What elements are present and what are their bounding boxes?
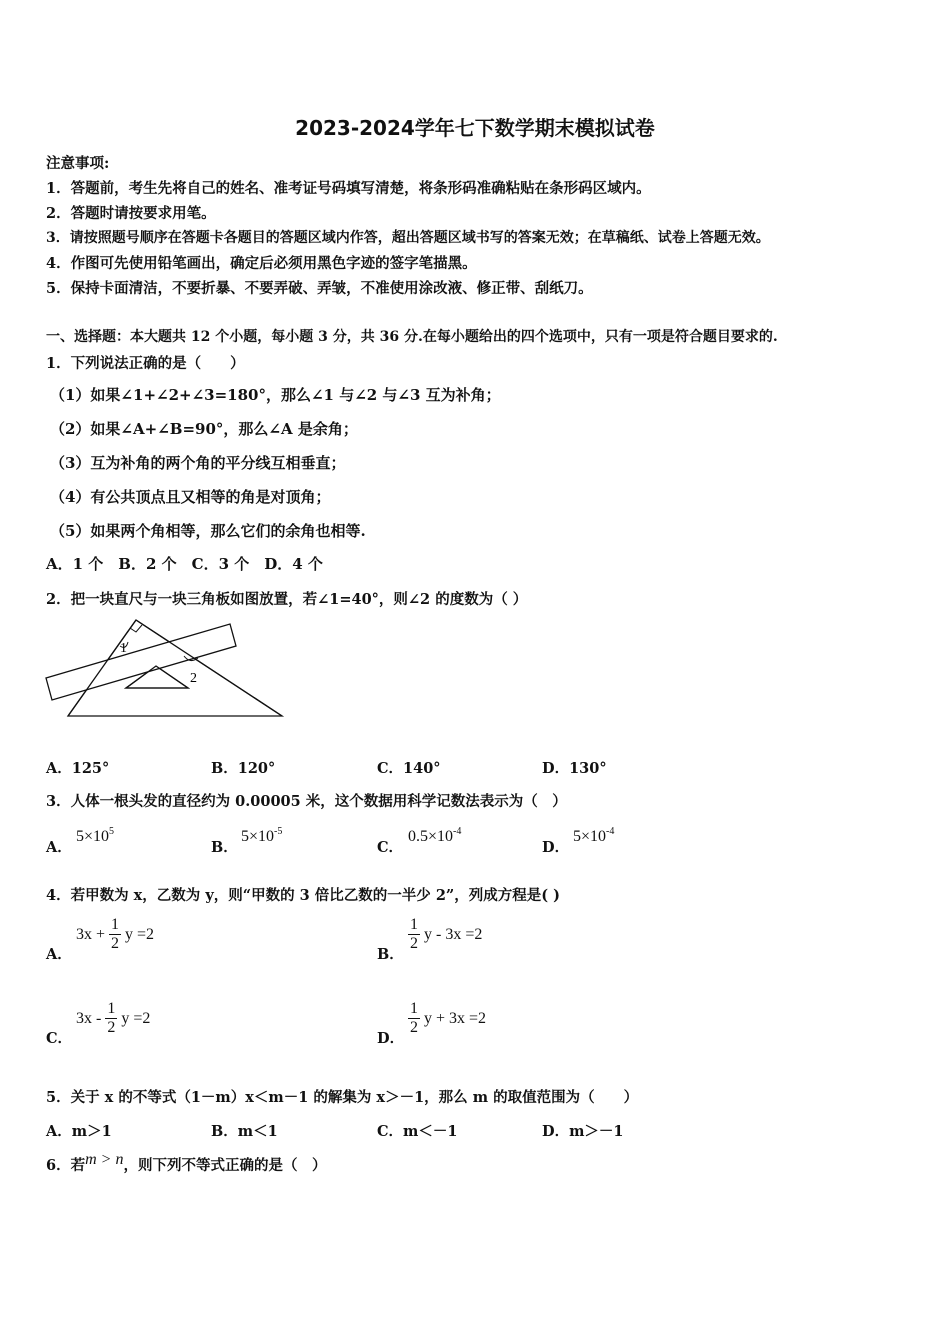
ruler-triangle-figure bbox=[40, 612, 290, 724]
notice-heading: 注意事项: bbox=[46, 155, 110, 172]
q1-statement-4: （4）有公共顶点且又相等的角是对顶角； bbox=[50, 488, 331, 506]
q6-stem: 6．若m > n，则下列不等式正确的是（ ） bbox=[46, 1151, 327, 1174]
notice-item-5: 5．保持卡面清洁，不要折暴、不要弄破、弄皱，不准使用涂改液、修正带、刮纸刀。 bbox=[46, 280, 593, 297]
q5-option-a: A．m＞1 bbox=[46, 1123, 112, 1140]
q3-option-a-math: $5\times 10^5$ bbox=[76, 826, 115, 845]
q1-statement-5: （5）如果两个角相等，那么它们的余角也相等. bbox=[50, 522, 366, 540]
q4-option-d-math: $\frac{1}{2}$ y + 3x =2 bbox=[410, 1000, 487, 1036]
q3-option-c-letter: C． bbox=[377, 839, 404, 856]
q4-option-c-math: 3x - $\frac{1}{2}$ y =2 bbox=[76, 1000, 151, 1036]
q2-option-d: D．130° bbox=[542, 760, 607, 777]
q3-option-b-letter: B． bbox=[211, 839, 238, 856]
q4-option-a-math: 3x + $\frac{1}{2}$ y =2 bbox=[76, 916, 155, 952]
q1-statement-1: （1）如果∠1+∠2+∠3=180°，那么∠1 与∠2 与∠3 互为补角； bbox=[50, 386, 501, 404]
section-heading: 一、选择题：本大题共 12 个小题，每小题 3 分，共 36 分.在每小题给出的四个选项中，只有一项是符合题目要求的. bbox=[46, 329, 778, 345]
notice-item-2: 2．答题时请按要求用笔。 bbox=[46, 205, 216, 222]
q1-statement-3: （3）互为补角的两个角的平分线互相垂直； bbox=[50, 454, 346, 472]
angle-1-label: 1 bbox=[120, 641, 127, 656]
q1-statement-2: （2）如果∠A+∠B=90°，那么∠A 是余角； bbox=[50, 420, 358, 438]
q5-option-c: C．m＜－1 bbox=[377, 1123, 458, 1140]
notice-item-4: 4．作图可先使用铅笔画出，确定后必须用黑色字迹的签字笔描黑。 bbox=[46, 255, 477, 272]
q2-option-a: A．125° bbox=[46, 760, 110, 777]
q4-stem: 4．若甲数为 x，乙数为 y，则“甲数的 3 倍比乙数的一半少 2”，列成方程是( ) bbox=[46, 887, 561, 904]
notice-item-1: 1．答题前，考生先将自己的姓名、准考证号码填写清楚，将条形码准确粘贴在条形码区域内。 bbox=[46, 180, 651, 197]
q1-options: A．1 个 B．2 个 C．3 个 D．4 个 bbox=[46, 555, 323, 573]
q3-option-a-letter: A． bbox=[46, 839, 72, 856]
q2-option-b: B．120° bbox=[211, 760, 276, 777]
q2-option-c: C．140° bbox=[377, 760, 441, 777]
q4-option-b-letter: B． bbox=[377, 946, 404, 963]
q6-condition: m > n bbox=[85, 1151, 124, 1168]
q4-option-d-letter: D． bbox=[377, 1030, 405, 1047]
angle-2-label: 2 bbox=[190, 671, 197, 686]
q3-option-d-letter: D． bbox=[542, 839, 570, 856]
q5-option-b: B．m＜1 bbox=[211, 1123, 278, 1140]
q4-option-a-letter: A． bbox=[46, 946, 72, 963]
notice-item-3: 3．请按照题号顺序在答题卡各题目的答题区域内作答，超出答题区域书写的答案无效；在草稿纸、试卷上答题无效。 bbox=[46, 230, 770, 246]
q2-stem: 2．把一块直尺与一块三角板如图放置，若∠1=40°，则∠2 的度数为（ ） bbox=[46, 591, 528, 608]
q4-option-c-letter: C． bbox=[46, 1030, 73, 1047]
q1-stem: 1．下列说法正确的是（ ） bbox=[46, 355, 245, 372]
q3-stem: 3．人体一根头发的直径约为 0.00005 米，这个数据用科学记数法表示为（ ） bbox=[46, 793, 567, 810]
q4-option-b-math: $\frac{1}{2}$ y - 3x =2 bbox=[410, 916, 483, 952]
q3-option-c-math: $0.5\times 10^{-4}$ bbox=[408, 826, 462, 845]
q3-option-d-math: $5\times 10^{-4}$ bbox=[573, 826, 615, 845]
q5-option-d: D．m＞－1 bbox=[542, 1123, 624, 1140]
q3-option-b-math: $5\times 10^{-5}$ bbox=[241, 826, 283, 845]
page-title: 2023-2024学年七下数学期末模拟试卷 bbox=[295, 116, 655, 140]
q5-stem: 5．关于 x 的不等式（1－m）x＜m－1 的解集为 x＞－1，那么 m 的取值范围为（ ） bbox=[46, 1089, 639, 1106]
